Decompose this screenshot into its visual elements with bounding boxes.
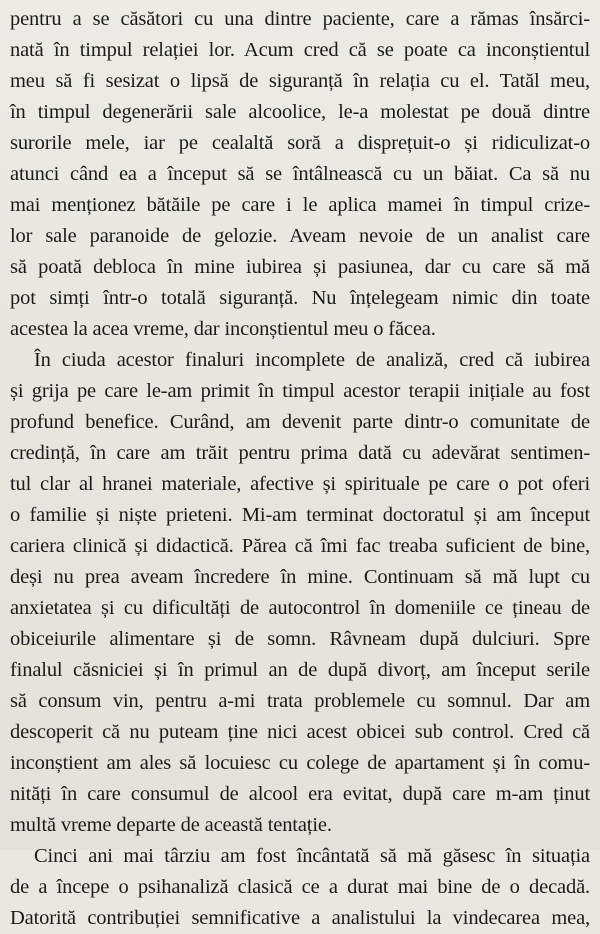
text-line: credință, în care am trăit pentru prima dată cu adevărat sentimen- xyxy=(10,442,590,464)
text-line: și grija pe care le-am primit în timpul acestor terapii inițiale au fost xyxy=(10,380,590,402)
text-line: o familie și niște prieteni. Mi-am terminat doctoratul și am început xyxy=(10,504,590,526)
text-line: să consum vin, pentru a-mi trata problemele cu somnul. Dar am xyxy=(10,690,590,712)
text-line: lor sale paranoide de gelozie. Aveam nevoie de un analist care xyxy=(10,225,590,247)
text-line: inconștient am ales să locuiesc cu colege de apartament și în comu- xyxy=(10,752,590,774)
text-line: cariera clinică și didactică. Părea că îmi fac treaba suficient de bine, xyxy=(10,535,590,557)
text-line: surorile mele, iar pe cealaltă soră a disprețuit-o și ridiculizat-o xyxy=(10,132,590,154)
text-line: nități în care consumul de alcool era evitat, după care m-am ținut xyxy=(10,783,590,805)
text-line: profund benefice. Curând, am devenit parte dintr-o comunitate de xyxy=(10,411,590,433)
text-line: multă vreme departe de această tentație. xyxy=(10,814,332,836)
text-line: acestea la acea vreme, dar inconștientul meu o făcea. xyxy=(10,318,436,340)
text-line: pot simți într-o totală siguranță. Nu înțelegeam nimic din toate xyxy=(10,287,590,309)
paragraph-1 xyxy=(10,4,590,345)
text-line: anxietatea și cu dificultăți de autocontrol în domeniile ce țineau de xyxy=(10,597,590,619)
text-line: descoperit că nu puteam ține nici acest obicei sub control. Cred că xyxy=(10,721,590,743)
text-line: deși nu prea aveam încredere în mine. Continuam să mă lupt cu xyxy=(10,566,590,588)
text-line: de a începe o psihanaliză clasică ce a durat mai bine de o decadă. xyxy=(10,876,590,898)
text-line: în timpul degenerării sale alcoolice, le-a molestat pe două dintre xyxy=(10,101,590,123)
text-line: mai menționez bătăile pe care i le aplica mamei în timpul crize- xyxy=(10,194,590,216)
text-line: finalul căsniciei și în primul an de după divorț, am început serile xyxy=(10,659,590,681)
text-line: Cinci ani mai târziu am fost încântată să mă găsesc în situația xyxy=(34,845,590,867)
paragraph-3 xyxy=(10,841,590,934)
text-line: nată în timpul relației lor. Acum cred că se poate ca inconștientul xyxy=(10,39,590,61)
paragraph-2 xyxy=(10,345,590,841)
text-line: să poată debloca în mine iubirea și pasiunea, dar cu care să mă xyxy=(10,256,590,278)
text-line: pentru a se căsători cu una dintre paciente, care a rămas însărci- xyxy=(10,8,590,30)
text-line: meu să fi sesizat o lipsă de siguranță în relația cu el. Tatăl meu, xyxy=(10,70,590,92)
text-line: atunci când ea a început să se întâlnească cu un băiat. Ca să nu xyxy=(10,163,590,185)
text-line: obiceiurile alimentare și de somn. Râvneam după dulciuri. Spre xyxy=(10,628,590,650)
text-line: Datorită contribuției semnificative a analistului la vindecarea mea, xyxy=(10,907,590,929)
text-line: În ciuda acestor finaluri incomplete de analiză, cred că iubirea xyxy=(34,349,590,371)
text-line: tul clar al hranei materiale, afective și spirituale pe care o pot oferi xyxy=(10,473,590,495)
